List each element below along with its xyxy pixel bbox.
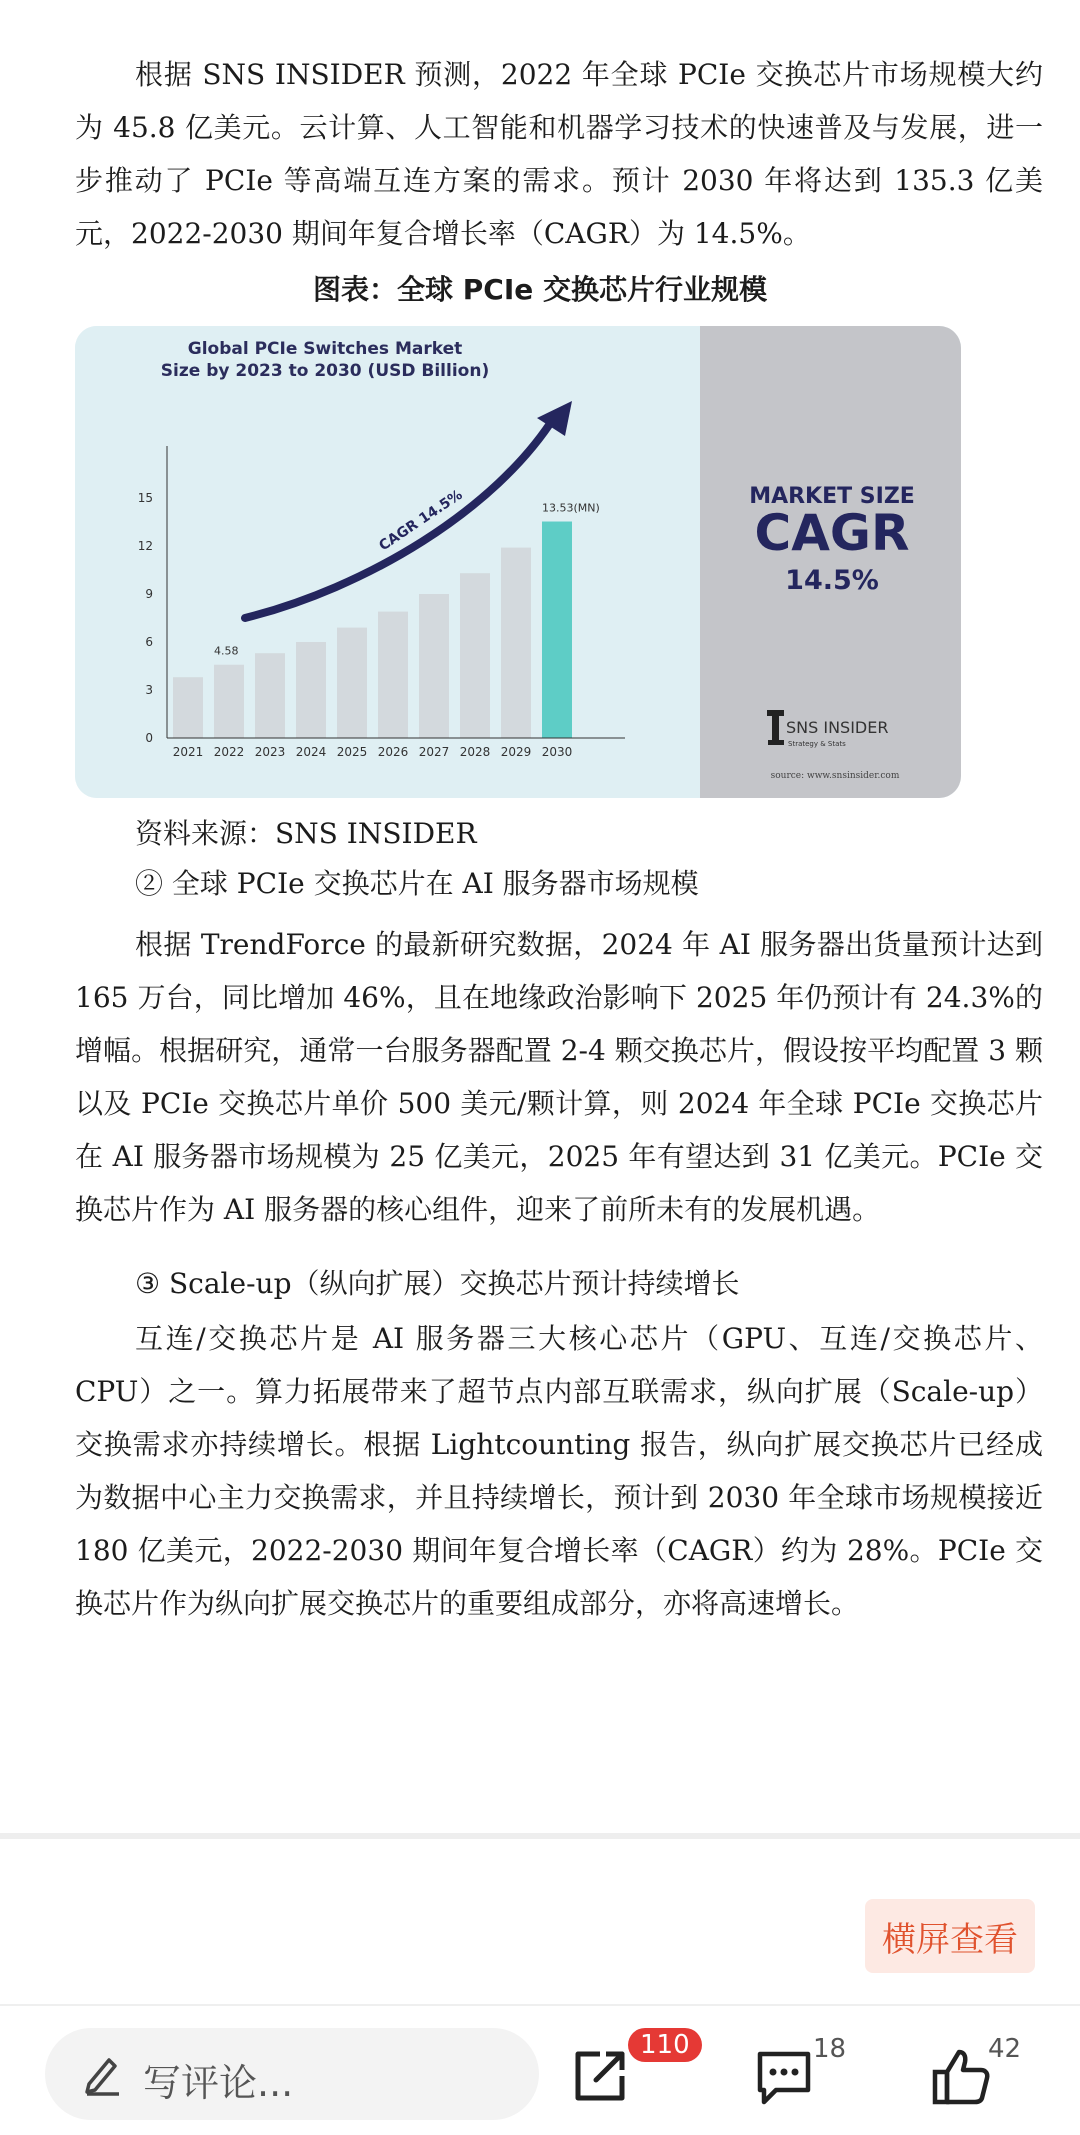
- bar-2023: [255, 653, 285, 738]
- share-count-badge: 110: [628, 2028, 702, 2062]
- bar-2025: [337, 628, 367, 738]
- brand-tagline: Strategy & Stats: [788, 740, 846, 748]
- bottom-action-bar: [0, 2004, 1080, 2135]
- comment-placeholder: 写评论...: [143, 2061, 294, 2105]
- y-tick-label: 9: [145, 587, 153, 601]
- bar-2027: [419, 594, 449, 738]
- x-tick-label: 2023: [254, 745, 286, 759]
- figure-title: 图表：全球 PCIe 交换芯片行业规模: [313, 273, 767, 306]
- bar-2024: [296, 642, 326, 738]
- x-tick-label: 2030: [541, 745, 573, 759]
- comment-input[interactable]: [45, 2028, 539, 2120]
- bar-2029: [501, 548, 531, 738]
- paragraph-1: 根据 SNS INSIDER 预测，2022 年全球 PCIe 交换芯片市场规模大约为 45.8 亿美元。云计算、人工智能和机器学习技术的快速普及与发展，进一步推动了 PCIe 等高端互连方案的需求。预计 2030 年将达到 135.3 亿美元，2022-2030 期间年复合增长率（CAGR）为 14.5%。: [75, 58, 1043, 250]
- x-tick-label: 2028: [459, 745, 491, 759]
- bar-2028: [460, 573, 490, 738]
- side-panel-line1: MARKET SIZE: [749, 484, 915, 509]
- thumbs-up-icon: [931, 2046, 991, 2106]
- divider: [0, 1833, 1080, 1839]
- market-chart-card: [75, 326, 961, 798]
- like-count: 42: [988, 2034, 1022, 2064]
- market-chart: [75, 326, 961, 798]
- bar-2021: [173, 677, 203, 738]
- pencil-icon: [83, 2052, 123, 2096]
- data-label-2030: 13.53(MN): [542, 501, 600, 515]
- chart-title-line2: Size by 2023 to 2030 (USD Billion): [160, 361, 490, 381]
- side-panel-line3: 14.5%: [785, 565, 879, 596]
- figure-source: 资料来源：SNS INSIDER: [135, 817, 477, 850]
- x-tick-label: 2029: [500, 745, 532, 759]
- y-tick-label: 6: [145, 635, 153, 649]
- y-tick-label: 15: [137, 491, 153, 505]
- y-tick-label: 3: [145, 683, 153, 697]
- bar-2030: [542, 522, 572, 738]
- x-tick-label: 2021: [172, 745, 204, 759]
- chart-title-line1: Global PCIe Switches Market: [187, 339, 463, 359]
- like-button[interactable]: [931, 2046, 991, 2110]
- paragraph-3: 互连/交换芯片是 AI 服务器三大核心芯片（GPU、互连/交换芯片、CPU）之一。算力拓展带来了超节点内部互联需求，纵向扩展（Scale-up）交换需求亦持续增长。根据 Lightcounting 报告，纵向扩展交换芯片已经成为数据中心主力交换需求，并且持续增长，预计到 2030 年全球市场规模接近 180 亿美元，2022-2030 期间年复合增长率（CAGR）约为 28%。PCIe 交换芯片作为纵向扩展交换芯片的重要组成部分，亦将高速增长。: [75, 1322, 1043, 1620]
- source-url: source: www.snsinsider.com: [770, 771, 900, 781]
- comment-button[interactable]: [754, 2048, 814, 2110]
- paragraph-2: 根据 TrendForce 的最新研究数据，2024 年 AI 服务器出货量预计达到 165 万台，同比增加 46%，且在地缘政治影响下 2025 年仍预计有 24.3%的增幅。根据研究，通常一台服务器配置 2-4 颗交换芯片，假设按平均配置 3 颗以及 PCIe 交换芯片单价 500 美元/颗计算，则 2024 年全球 PCIe 交换芯片在 AI 服务器市场规模为 25 亿美元，2025 年有望达到 31 亿美元。PCIe 交换芯片作为 AI 服务器的核心组件，迎来了前所未有的发展机遇。: [75, 928, 1043, 1226]
- x-tick-label: 2026: [377, 745, 409, 759]
- bar-2026: [378, 612, 408, 738]
- comment-bubble-icon: [754, 2048, 814, 2106]
- cagr-arrow-label: CAGR 14.5%: [376, 486, 466, 555]
- section-heading-2: ② 全球 PCIe 交换芯片在 AI 服务器市场规模: [135, 867, 699, 900]
- y-tick-label: 0: [145, 731, 153, 745]
- brand-name: SNS INSIDER: [786, 718, 889, 737]
- y-tick-label: 12: [137, 539, 153, 553]
- x-tick-label: 2022: [213, 745, 245, 759]
- share-button[interactable]: [570, 2046, 630, 2110]
- comment-count: 18: [813, 2034, 847, 2064]
- section-heading-3: ③ Scale-up（纵向扩展）交换芯片预计持续增长: [135, 1267, 740, 1300]
- share-icon: [570, 2046, 630, 2106]
- side-panel-line2: CAGR: [754, 504, 910, 562]
- bar-2022: [214, 665, 244, 738]
- x-tick-label: 2024: [295, 745, 327, 759]
- landscape-view-button[interactable]: 横屏查看: [865, 1899, 1035, 1973]
- x-tick-label: 2025: [336, 745, 368, 759]
- data-label-2022: 4.58: [214, 644, 239, 658]
- x-tick-label: 2027: [418, 745, 450, 759]
